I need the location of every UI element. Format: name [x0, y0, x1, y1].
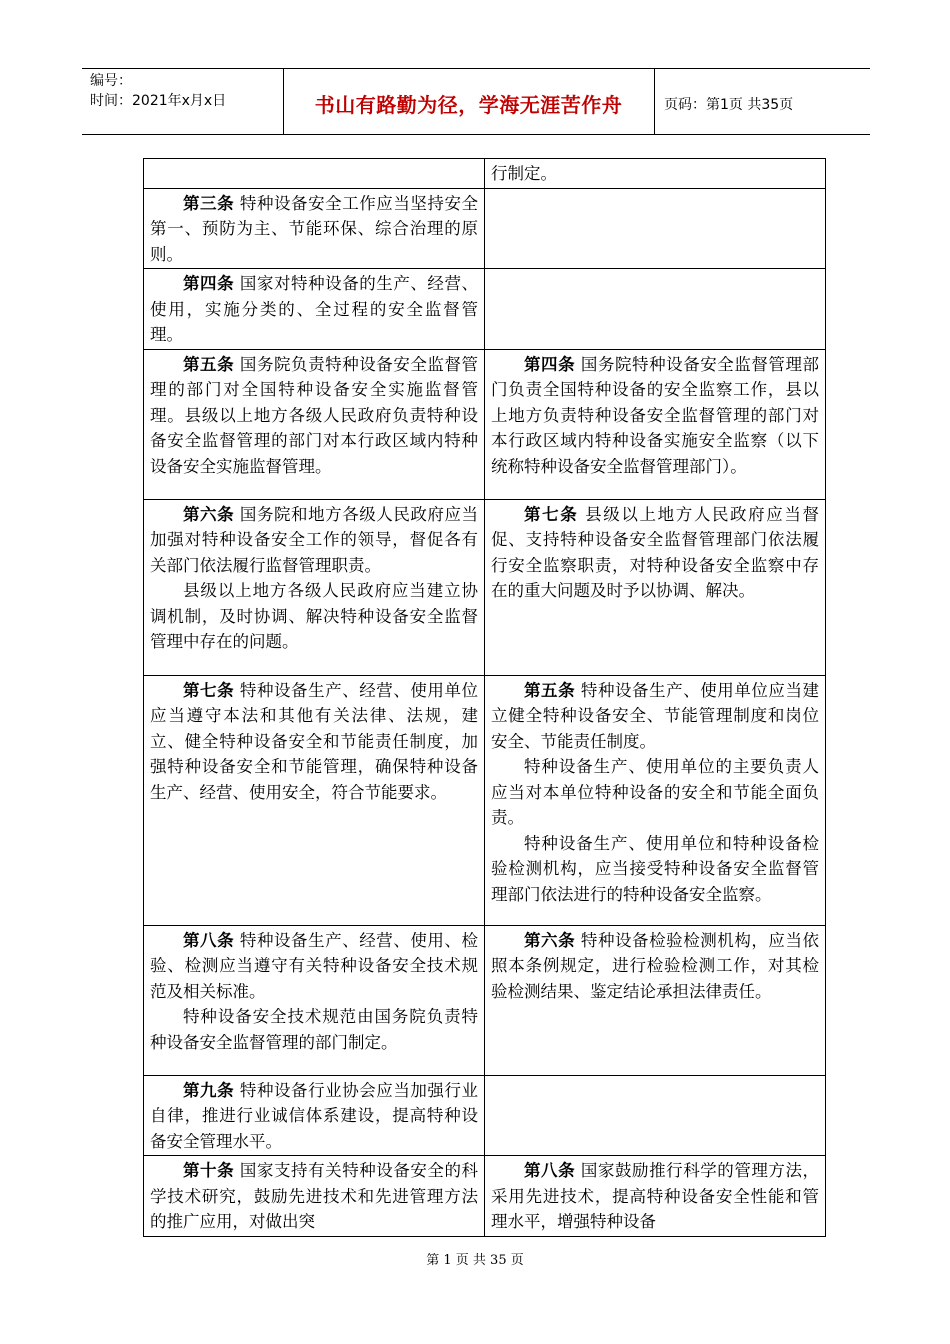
article-paragraph: [150, 1004, 478, 1055]
page-footer: 第 1 页 共 35 页: [426, 1253, 524, 1268]
article-paragraph: [491, 831, 819, 908]
new-law-cell: [144, 269, 485, 350]
article-text: 特种设备安全技术规范由国务院负责特种设备安全监督管理的部门制定。: [150, 1007, 478, 1052]
article-text: 特种设备生产、经营、使用单位应当遵守本法和其他有关法律、法规，建立、健全特种设备安全和节能责任制度，加强特种设备安全和节能管理，确保特种设备生产、经营、使用安全，符合节能要求。: [150, 680, 479, 802]
article-text: 国务院负责特种设备安全监督管理的部门对全国特种设备安全实施监督管理。县级以上地方各级人民政府负责特种设备安全监督管理的部门对本行政区域内特种设备安全实施监督管理。: [150, 354, 479, 476]
article-number: 第八条: [183, 930, 235, 950]
old-regulation-cell: [485, 159, 826, 189]
new-law-cell: [144, 1075, 485, 1156]
article-paragraph: [150, 1078, 478, 1155]
article-number: 第四条: [524, 354, 576, 374]
table-row: [144, 1075, 826, 1156]
article-paragraph: [491, 352, 819, 480]
table-row: [144, 349, 826, 499]
article-paragraph: [491, 754, 819, 831]
article-paragraph: [491, 161, 819, 187]
article-paragraph: [150, 678, 478, 806]
comparison-table: [143, 158, 826, 1237]
article-text: 国家鼓励推行科学的管理方法，采用先进技术，提高特种设备安全性能和管理水平，增强特种设备: [491, 1161, 820, 1231]
article-number: 第五条: [524, 680, 576, 700]
article-paragraph: [150, 578, 478, 655]
article-text: 特种设备行业协会应当加强行业自律，推进行业诚信体系建设，提高特种设备安全管理水平。: [150, 1080, 479, 1151]
article-text: 国务院特种设备安全监督管理部门负责全国特种设备的安全监察工作，县以上地方负责特种设备安全监督管理的部门对本行政区域内特种设备实施安全监察（以下统称特种设备安全监督管理部门）。: [491, 354, 820, 476]
article-paragraph: [491, 1158, 819, 1235]
article-text: 特种设备生产、经营、使用、检验、检测应当遵守有关特种设备安全技术规范及相关标准。: [150, 930, 479, 1001]
header-page-info: 页码：第1页 共35页: [664, 97, 794, 113]
document-date: 时间：2021年x月x日: [90, 93, 227, 109]
article-paragraph: [150, 1158, 478, 1235]
article-number: 第六条: [183, 504, 235, 524]
header-divider-2: [654, 68, 655, 134]
table-row: [144, 269, 826, 350]
article-text: 国家对特种设备的生产、经营、使用，实施分类的、全过程的安全监督管理。: [150, 274, 479, 344]
article-number: 第三条: [183, 193, 235, 213]
old-regulation-cell: [485, 1156, 826, 1237]
article-paragraph: [150, 271, 478, 348]
article-text: 行制定。: [491, 164, 557, 183]
old-regulation-cell: [485, 349, 826, 499]
old-regulation-cell: [485, 1075, 826, 1156]
table-row: [144, 499, 826, 675]
article-number: 第八条: [524, 1161, 576, 1180]
article-number: 第四条: [183, 274, 235, 293]
old-regulation-cell: [485, 499, 826, 675]
old-regulation-cell: [485, 925, 826, 1075]
article-paragraph: [150, 352, 478, 480]
table-row: [144, 159, 826, 189]
new-law-cell: [144, 188, 485, 269]
new-law-cell: [144, 499, 485, 675]
table-row: [144, 925, 826, 1075]
article-paragraph: [491, 502, 819, 604]
new-law-cell: [144, 1156, 485, 1237]
article-text: 县级以上地方人民政府应当督促、支持特种设备安全监督管理部门依法履行安全监察职责，对特种设备安全监察中存在的重大问题及时予以协调、解决。: [491, 504, 819, 600]
new-law-cell: [144, 675, 485, 925]
article-number: 第九条: [183, 1080, 235, 1100]
article-number: 第七条: [183, 680, 235, 700]
table-row: [144, 675, 826, 925]
article-number: 第十条: [183, 1161, 235, 1180]
header-meta: [90, 71, 226, 111]
article-text: 国务院和地方各级人民政府应当加强对特种设备安全工作的领导，督促各有关部门依法履行监督管理职责。: [150, 504, 479, 575]
new-law-cell: [144, 925, 485, 1075]
table-row: [144, 188, 826, 269]
article-number: 第六条: [524, 930, 576, 950]
article-paragraph: [150, 928, 478, 1005]
article-text: 特种设备生产、使用单位和特种设备检验检测机构，应当接受特种设备安全监督管理部门依法进行的特种设备安全监察。: [491, 833, 819, 904]
article-paragraph: [150, 191, 478, 268]
article-text: 特种设备安全工作应当坚持安全第一、预防为主、节能环保、综合治理的原则。: [150, 193, 479, 264]
article-text: 特种设备生产、使用单位应当建立健全特种设备安全、节能管理制度和岗位安全、节能责任制度。: [491, 680, 820, 751]
document-number: 编号：: [90, 73, 132, 89]
article-number: 第五条: [183, 354, 235, 374]
table-row: [144, 1156, 826, 1237]
article-paragraph: [150, 502, 478, 579]
article-text: 特种设备检验检测机构，应当依照本条例规定，进行检验检测工作，对其检验检测结果、鉴定结论承担法律责任。: [491, 930, 820, 1001]
new-law-cell: [144, 159, 485, 189]
article-text: 特种设备生产、使用单位的主要负责人应当对本单位特种设备的安全和节能全面负责。: [491, 757, 819, 827]
article-text: 国家支持有关特种设备安全的科学技术研究，鼓励先进技术和先进管理方法的推广应用，对做出突: [150, 1161, 479, 1231]
header-top-rule: [82, 68, 870, 69]
header-bottom-rule: [82, 134, 870, 135]
header-motto: 书山有路勤为径，学海无涯苦作舟: [314, 93, 623, 117]
new-law-cell: [144, 349, 485, 499]
old-regulation-cell: [485, 675, 826, 925]
old-regulation-cell: [485, 188, 826, 269]
article-paragraph: [491, 928, 819, 1005]
article-paragraph: [491, 678, 819, 755]
old-regulation-cell: [485, 269, 826, 350]
article-number: 第七条: [524, 504, 579, 524]
article-text: 县级以上地方各级人民政府应当建立协调机制，及时协调、解决特种设备安全监督管理中存在的问题。: [150, 581, 478, 651]
